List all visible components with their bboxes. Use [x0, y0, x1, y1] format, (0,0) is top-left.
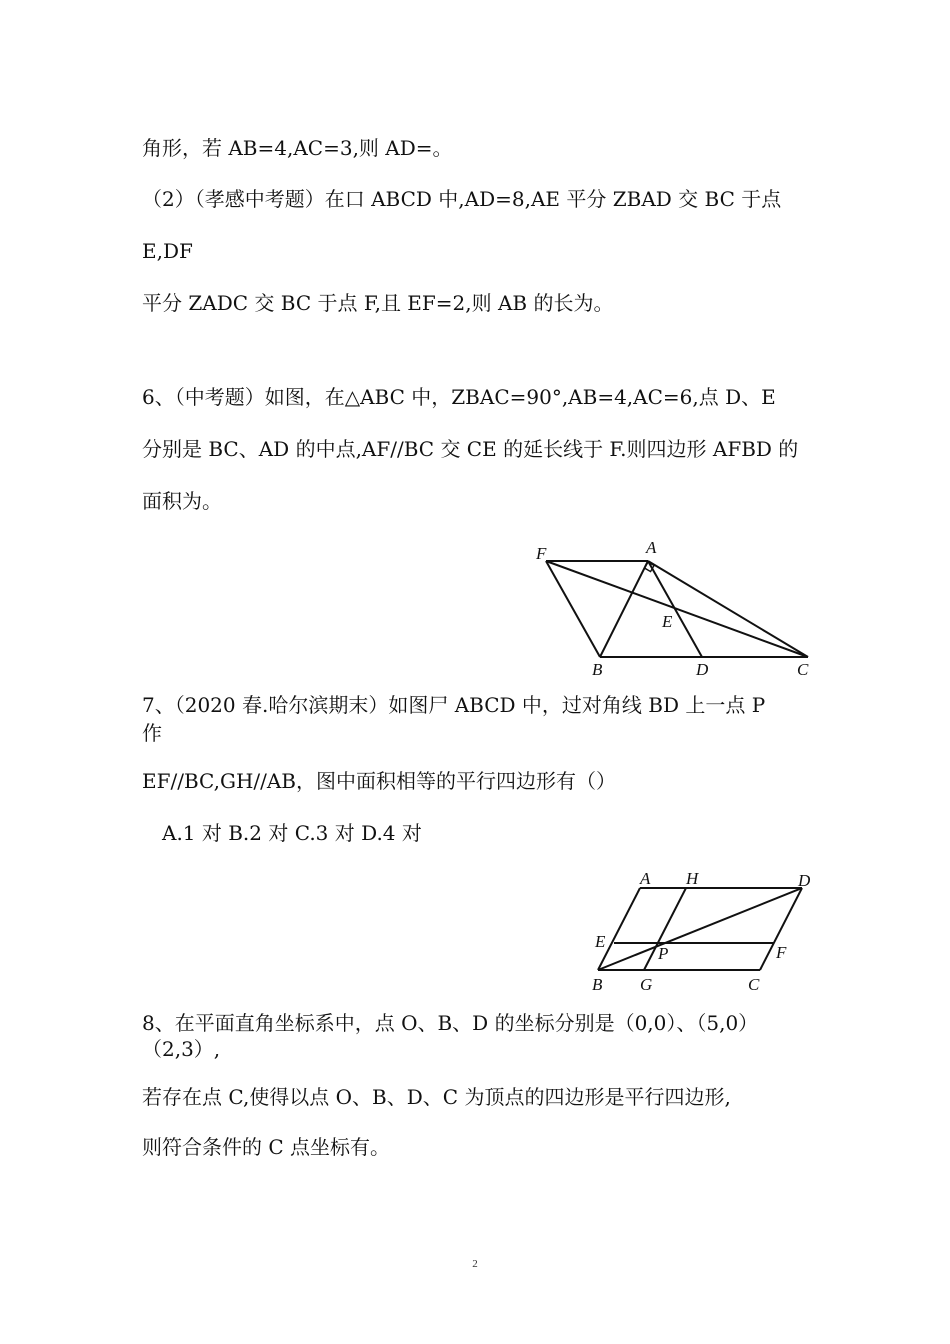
- label-H: H: [686, 869, 699, 888]
- question-7-line-2: 作: [142, 721, 162, 745]
- question-6-line-1: 6、（中考题）如图，在△ABC 中，ZBAC=90°,AB=4,AC=6,点 D、E: [142, 385, 776, 409]
- label-E: E: [595, 932, 606, 951]
- label-D: D: [696, 660, 709, 679]
- question-8-line-3: 若存在点 C,使得以点 O、B、D、C 为顶点的四边形是平行四边形,: [142, 1085, 731, 1109]
- question-7-line-1: 7、（2020 春.哈尔滨期末）如图尸 ABCD 中，过对角线 BD 上一点 P: [142, 693, 766, 717]
- label-B: B: [592, 975, 603, 994]
- label-D: D: [798, 871, 811, 890]
- label-G: G: [640, 975, 653, 994]
- label-P: P: [658, 944, 669, 963]
- question-8-line-2: （2,3）,: [142, 1037, 221, 1061]
- question-7-options: A.1 对 B.2 对 C.3 对 D.4 对: [162, 821, 422, 845]
- figure-q6-triangle: [530, 535, 820, 680]
- text-line-1: 角形，若 AB=4,AC=3,则 AD=。: [142, 136, 453, 160]
- page-number: 2: [472, 1258, 478, 1270]
- question-8-line-4: 则符合条件的 C 点坐标有。: [142, 1135, 391, 1159]
- question-6-line-3: 面积为。: [142, 489, 222, 513]
- question-6-line-2: 分别是 BC、AD 的中点,AF//BC 交 CE 的延长线于 F.则四边形 AFBD 的: [142, 437, 799, 461]
- question-7-line-3: EF//BC,GH//AB，图中面积相等的平行四边形有（）: [142, 769, 617, 793]
- text-line-3: E,DF: [142, 239, 193, 263]
- text-line-4: 平分 ZADC 交 BC 于点 F,且 EF=2,则 AB 的长为。: [142, 291, 614, 315]
- label-A: A: [646, 538, 657, 557]
- label-C: C: [797, 660, 809, 679]
- label-A: A: [640, 869, 651, 888]
- text-line-2: （2）（孝感中考题）在口 ABCD 中,AD=8,AE 平分 ZBAD 交 BC 于点: [142, 187, 782, 211]
- figure-q7-parallelogram: [590, 866, 820, 996]
- label-C: C: [748, 975, 760, 994]
- label-F: F: [776, 943, 787, 962]
- label-F: F: [536, 544, 547, 563]
- question-8-line-1: 8、在平面直角坐标系中，点 O、B、D 的坐标分别是（0,0）、（5,0）: [142, 1011, 759, 1035]
- label-E: E: [662, 612, 673, 631]
- label-B: B: [592, 660, 603, 679]
